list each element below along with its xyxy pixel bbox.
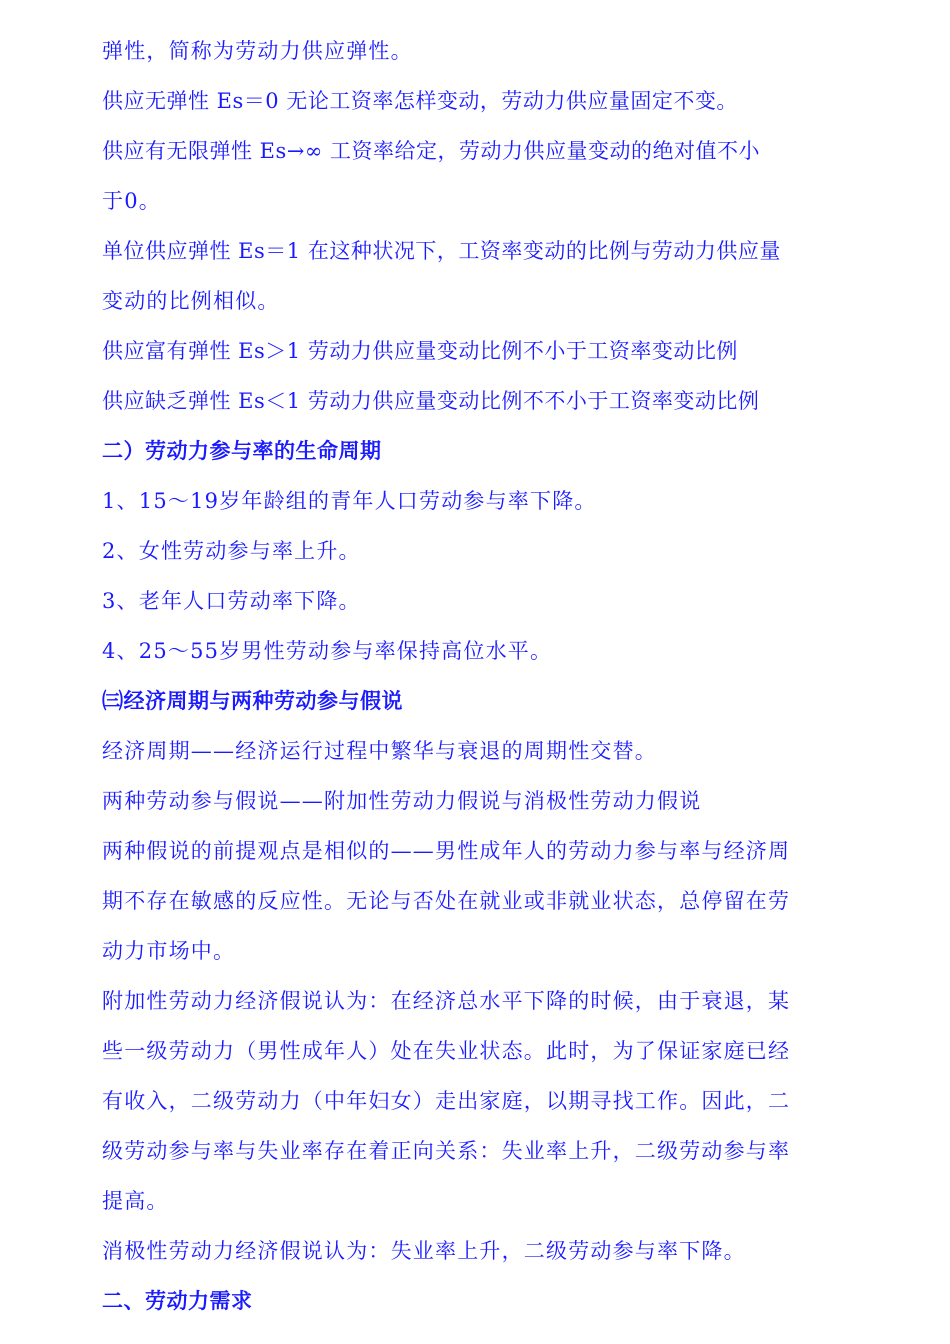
section-heading: ㈢经济周期与两种劳动参与假说 <box>102 689 403 713</box>
paragraph-line: 有收入，二级劳动力（中年妇女）走出家庭，以期寻找工作。因此，二 <box>102 1089 791 1113</box>
paragraph-line: 两种劳动参与假说——附加性劳动力假说与消极性劳动力假说 <box>102 789 702 813</box>
paragraph-line: 供应无弹性 Es＝0 无论工资率怎样变动，劳动力供应量固定不变。 <box>102 89 738 113</box>
paragraph-line: 期不存在敏感的反应性。无论与否处在就业或非就业状态，总停留在劳 <box>102 889 791 913</box>
section-heading: 二、劳动力需求 <box>102 1289 253 1313</box>
paragraph-line: 弹性，简称为劳动力供应弹性。 <box>102 39 413 63</box>
section-heading: 二）劳动力参与率的生命周期 <box>102 439 382 463</box>
list-item: 2、女性劳动参与率上升。 <box>102 539 361 563</box>
paragraph-line: 消极性劳动力经济假说认为：失业率上升，二级劳动参与率下降。 <box>102 1239 746 1263</box>
paragraph-line: 单位供应弹性 Es＝1 在这种状况下，工资率变动的比例与劳动力供应量 <box>102 239 781 263</box>
paragraph-line: 供应富有弹性 Es＞1 劳动力供应量变动比例不小于工资率变动比例 <box>102 339 738 363</box>
list-item: 1、15～19岁年龄组的青年人口劳动参与率下降。 <box>102 489 597 513</box>
list-item: 3、老年人口劳动率下降。 <box>102 589 361 613</box>
paragraph-line: 动力市场中。 <box>102 939 236 963</box>
paragraph-line: 供应有无限弹性 Es→∞ 工资率给定，劳动力供应量变动的绝对值不小 <box>102 139 761 163</box>
paragraph-line: 变动的比例相似。 <box>102 289 280 313</box>
paragraph-line: 两种假说的前提观点是相似的——男性成年人的劳动力参与率与经济周 <box>102 839 791 863</box>
paragraph-line: 经济周期——经济运行过程中繁华与衰退的周期性交替。 <box>102 739 657 763</box>
list-item: 4、25～55岁男性劳动参与率保持高位水平。 <box>102 639 553 663</box>
paragraph-line: 供应缺乏弹性 Es＜1 劳动力供应量变动比例不不小于工资率变动比例 <box>102 389 760 413</box>
paragraph-line: 级劳动参与率与失业率存在着正向关系：失业率上升，二级劳动参与率 <box>102 1139 791 1163</box>
paragraph-line: 些一级劳动力（男性成年人）处在失业状态。此时，为了保证家庭已经 <box>102 1039 791 1063</box>
paragraph-line: 提高。 <box>102 1189 169 1213</box>
document-page <box>102 26 872 1326</box>
paragraph-line: 于0。 <box>102 189 161 213</box>
paragraph-line: 附加性劳动力经济假说认为：在经济总水平下降的时候，由于衰退，某 <box>102 989 791 1013</box>
